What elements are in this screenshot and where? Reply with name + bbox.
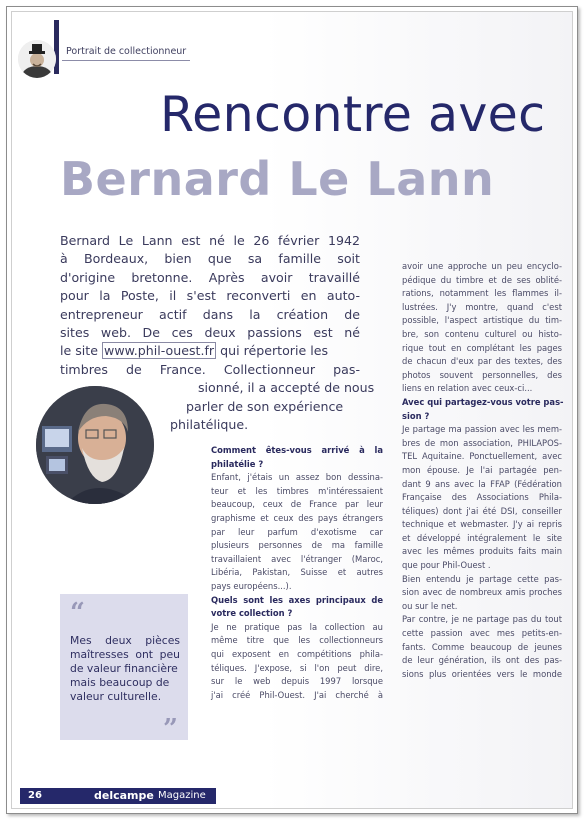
answer-line: sur le web depuis 1997 lorsque: [211, 676, 383, 687]
answer-line: sions plus orientées vers le monde: [402, 668, 562, 679]
answer-line: qui exposent en compétitions phila-: [211, 648, 383, 659]
question-1: [211, 444, 383, 471]
close-quote-icon: ”: [163, 714, 178, 744]
answer-line: bre, son contenu culturel ou histo-: [402, 328, 562, 339]
magazine-page: [11, 11, 573, 809]
intro-line: timbres de France. Collectionneur pas-: [60, 361, 360, 377]
question-3: [402, 396, 562, 423]
answer-line: de leur génération, ils ont des pas-: [402, 655, 562, 666]
question-line: sion ?: [402, 410, 430, 421]
answer-line: Je partage ma passion avec les mem-: [402, 424, 562, 435]
answer-4: [402, 573, 562, 614]
answer-line: que pour Phil-Ouest .: [402, 560, 491, 571]
section-underline: [62, 60, 190, 61]
answer-line: photos souvent personnelles, des: [402, 369, 562, 380]
answer-line: liens en relation avec ceux-ci...: [402, 383, 533, 394]
answer-line: Libéria, Pakistan, Suisse et autres: [211, 567, 383, 578]
intro-line: parler de son expérience: [186, 398, 344, 414]
quote-line: de valeur financière: [70, 662, 178, 675]
intro-line: sites web. De ces deux passions est né: [60, 325, 360, 341]
answer-line: lustrées. J'y montre, quand c'est: [402, 301, 562, 312]
answer-line: travaillaient avec l'étranger (Maroc,: [211, 553, 383, 564]
portrait-photo: [36, 386, 154, 504]
intro-line: pour la Poste, il s'est reconverti en auto-: [60, 288, 360, 304]
answer-line: TEL Aquitaine. Ponctuellement, avec: [402, 451, 562, 462]
pull-quote-text: [70, 634, 180, 704]
quote-line: valeur culturelle.: [70, 690, 162, 703]
page-number: 26: [28, 790, 42, 801]
answer-line: Bien entendu je partage cette pas-: [402, 573, 562, 584]
question-line: Comment êtes-vous arrivé à la: [211, 445, 383, 455]
answer-line: technique et webmaster. J'y ai repris: [402, 519, 562, 530]
answer-1: [211, 471, 383, 593]
question-2: [211, 594, 383, 621]
answer-line: j'ai créé Phil-Ouest. J'ai cherché à: [211, 689, 383, 700]
answer-line: beaucoup, ceux de France par leur: [211, 499, 383, 510]
question-line: Quels sont les axes principaux de: [211, 594, 383, 605]
answer-2: [211, 621, 383, 703]
intro-line-with-link: [60, 342, 360, 360]
answer-line: cette passion avec mes petits-en-: [402, 628, 562, 639]
page-frame: [6, 6, 578, 814]
open-quote-icon: “: [70, 598, 85, 628]
title-line-2: Bernard Le Lann: [60, 152, 495, 206]
answer-line: avec les mêmes produits faits main: [402, 546, 562, 557]
answer-line: téliques) dont j'ai été DSI, conseiller: [402, 505, 562, 516]
intro-line: à Bordeaux, bien que sa famille soit: [60, 251, 360, 267]
answer-line: graphisme et ceux des pays étrangers: [211, 512, 383, 523]
answer-line: Française des Associations Phila-: [402, 492, 562, 503]
answer-line: ou sur le net.: [402, 600, 458, 611]
brand-logo: delcampe: [94, 789, 154, 802]
answer-line: rique tout en complétant les pages: [402, 342, 562, 353]
website-link[interactable]: www.phil-ouest.fr: [104, 343, 215, 359]
answer-line: de chacun d'eux par des textes, des: [402, 356, 562, 367]
collector-avatar-icon: [18, 40, 56, 78]
title-line-1: Rencontre avec: [160, 86, 546, 143]
answer-line: dant 9 ans avec la FFAP (Fédération: [402, 478, 562, 489]
intro-line: qui répertorie les: [220, 343, 329, 359]
answer-line: et développé intégralement le site: [402, 532, 562, 543]
answer-line: fants. Comme beaucoup de jeunes: [402, 641, 562, 652]
quote-line: mais beaucoup de: [70, 676, 170, 689]
question-line: votre collection ?: [211, 608, 293, 619]
intro-line: Bernard Le Lann est né le 26 février 1942: [60, 233, 360, 248]
answer-line: Par contre, je ne partage pas du tout: [402, 614, 562, 625]
answer-line: mon épouse. Je l'ai partagée pen-: [402, 464, 562, 475]
answer-line: Je ne pratique pas la collection au: [211, 621, 383, 632]
pull-quote: [60, 594, 188, 744]
answer-line: plusieurs personnes de ma famille: [211, 540, 383, 551]
answer-line: avoir une approche un peu encyclo-: [402, 261, 562, 271]
answer-5: [402, 613, 562, 681]
answer-line: pédique du timbre et de ses oblité-: [402, 274, 562, 285]
answer-line: même titre que les collectionneurs: [211, 635, 383, 646]
header-accent-bar: [54, 20, 59, 74]
column-right: [402, 260, 562, 681]
answer-line: possible, l'aspect artistique du tim-: [402, 315, 562, 326]
intro-line: sionné, il a accepté de nous: [198, 380, 375, 396]
answer-2-continued: [402, 260, 562, 396]
answer-line: Enfant, j'étais un assez bon dessina-: [211, 472, 383, 483]
answer-line: pays européens...).: [211, 580, 292, 591]
question-line: Avec qui partagez-vous votre pas-: [402, 396, 564, 407]
intro-line: philatélique.: [170, 417, 249, 433]
answer-line: téliques. J'expose, si l'on peut dire,: [211, 662, 383, 673]
page-footer: [20, 788, 216, 804]
intro-line: entrepreneur actif dans la création de: [60, 306, 360, 322]
question-line: philatélie ?: [211, 458, 264, 469]
answer-3: [402, 423, 562, 573]
answer-line: sion avec de nombreux amis proches: [402, 587, 562, 598]
quote-line: Mes deux pièces: [70, 634, 180, 647]
answer-line: par leur parfum d'exotisme car: [211, 526, 383, 537]
answer-line: rations, notamment les flammes il-: [402, 288, 562, 299]
column-middle: [211, 444, 383, 702]
magazine-label: Magazine: [158, 790, 206, 801]
answer-line: teur et les timbres m'intéressaient: [211, 485, 383, 496]
answer-line: bres de mon association, PHILAPOS-: [402, 437, 562, 448]
section-label: Portrait de collectionneur: [66, 46, 187, 57]
intro-line: d'origine bretonne. Après avoir travaillé: [60, 269, 360, 285]
quote-line: maîtresses ont peu: [70, 648, 180, 661]
intro-line: le site: [60, 343, 98, 359]
